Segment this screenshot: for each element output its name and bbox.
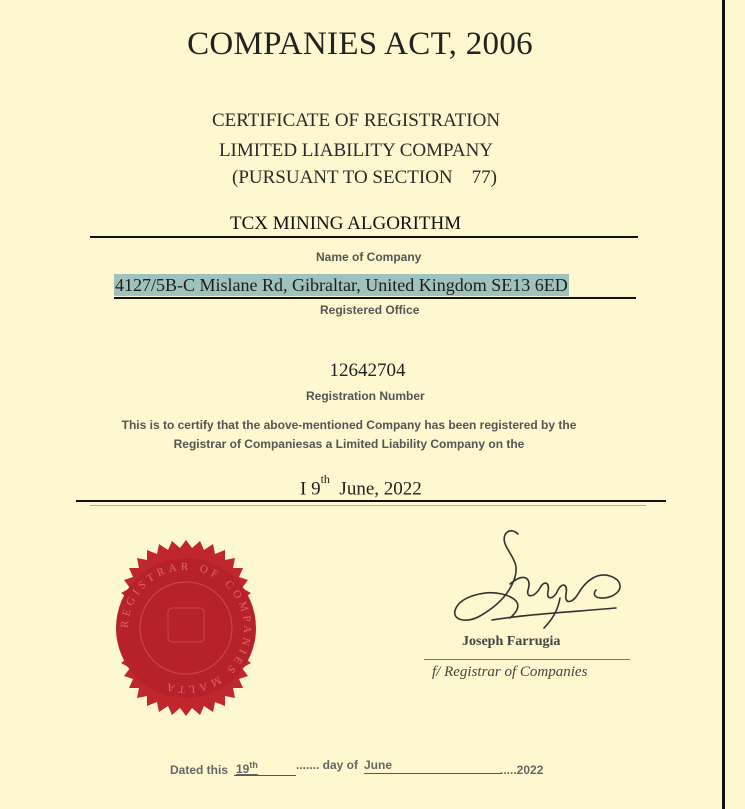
section-heading-number: 77) <box>471 167 497 188</box>
registered-office-underline <box>114 297 636 299</box>
dated-line <box>170 758 570 778</box>
certification-line-1: This is to certify that the above-mentioned Company has been registered by the <box>121 418 577 432</box>
registration-date-rest: June, 2022 <box>339 478 422 500</box>
company-name-caption: Name of Company <box>316 250 422 264</box>
company-type-heading: LIMITED LIABILITY COMPANY <box>218 140 494 161</box>
dated-year: .....2022 <box>500 763 544 777</box>
dated-day <box>236 760 258 776</box>
section-heading <box>232 167 497 189</box>
registration-number: 12642704 <box>329 360 406 381</box>
seal-text: REGISTRAR OF COMPANIES MALTA <box>118 560 254 696</box>
dated-dots: ....... day of <box>296 758 359 772</box>
dated-month: June <box>364 758 393 772</box>
registered-office-address: 4127/5B-C Mislane Rd, Gibraltar, United Kingdom SE13 6ED <box>115 275 568 295</box>
document-title: COMPANIES ACT, 2006 <box>187 26 533 62</box>
dated-day-underline <box>234 775 296 776</box>
dated-day-suffix: th <box>249 760 258 770</box>
registration-date-suffix: th <box>320 472 330 486</box>
dated-month-underline <box>364 773 502 774</box>
certification-statement <box>0 416 698 454</box>
signature-icon <box>440 524 640 640</box>
page-right-border <box>722 0 725 809</box>
date-underline <box>76 500 666 502</box>
dated-label: Dated this <box>170 763 229 777</box>
registrar-title: f/ Registrar of Companies <box>432 664 588 680</box>
company-name-underline <box>90 236 638 238</box>
registered-office-caption: Registered Office <box>320 303 420 317</box>
signature-line <box>424 659 630 660</box>
date-underline-shadow <box>90 505 646 506</box>
registration-date-day: I 9 <box>300 478 321 500</box>
signer-name: Joseph Farrugia <box>462 634 561 649</box>
company-name: TCX MINING ALGORITHM <box>230 213 462 234</box>
certificate-heading: CERTIFICATE OF REGISTRATION <box>211 110 501 131</box>
section-heading-prefix: (PURSUANT TO SECTION <box>232 167 453 188</box>
certification-line-2: Registrar of Companiesas a Limited Liability Company on the <box>173 437 525 451</box>
dated-day-number: 19 <box>236 762 250 776</box>
registration-date <box>300 472 422 500</box>
official-seal-icon <box>96 538 276 718</box>
registration-number-caption: Registration Number <box>306 389 425 403</box>
